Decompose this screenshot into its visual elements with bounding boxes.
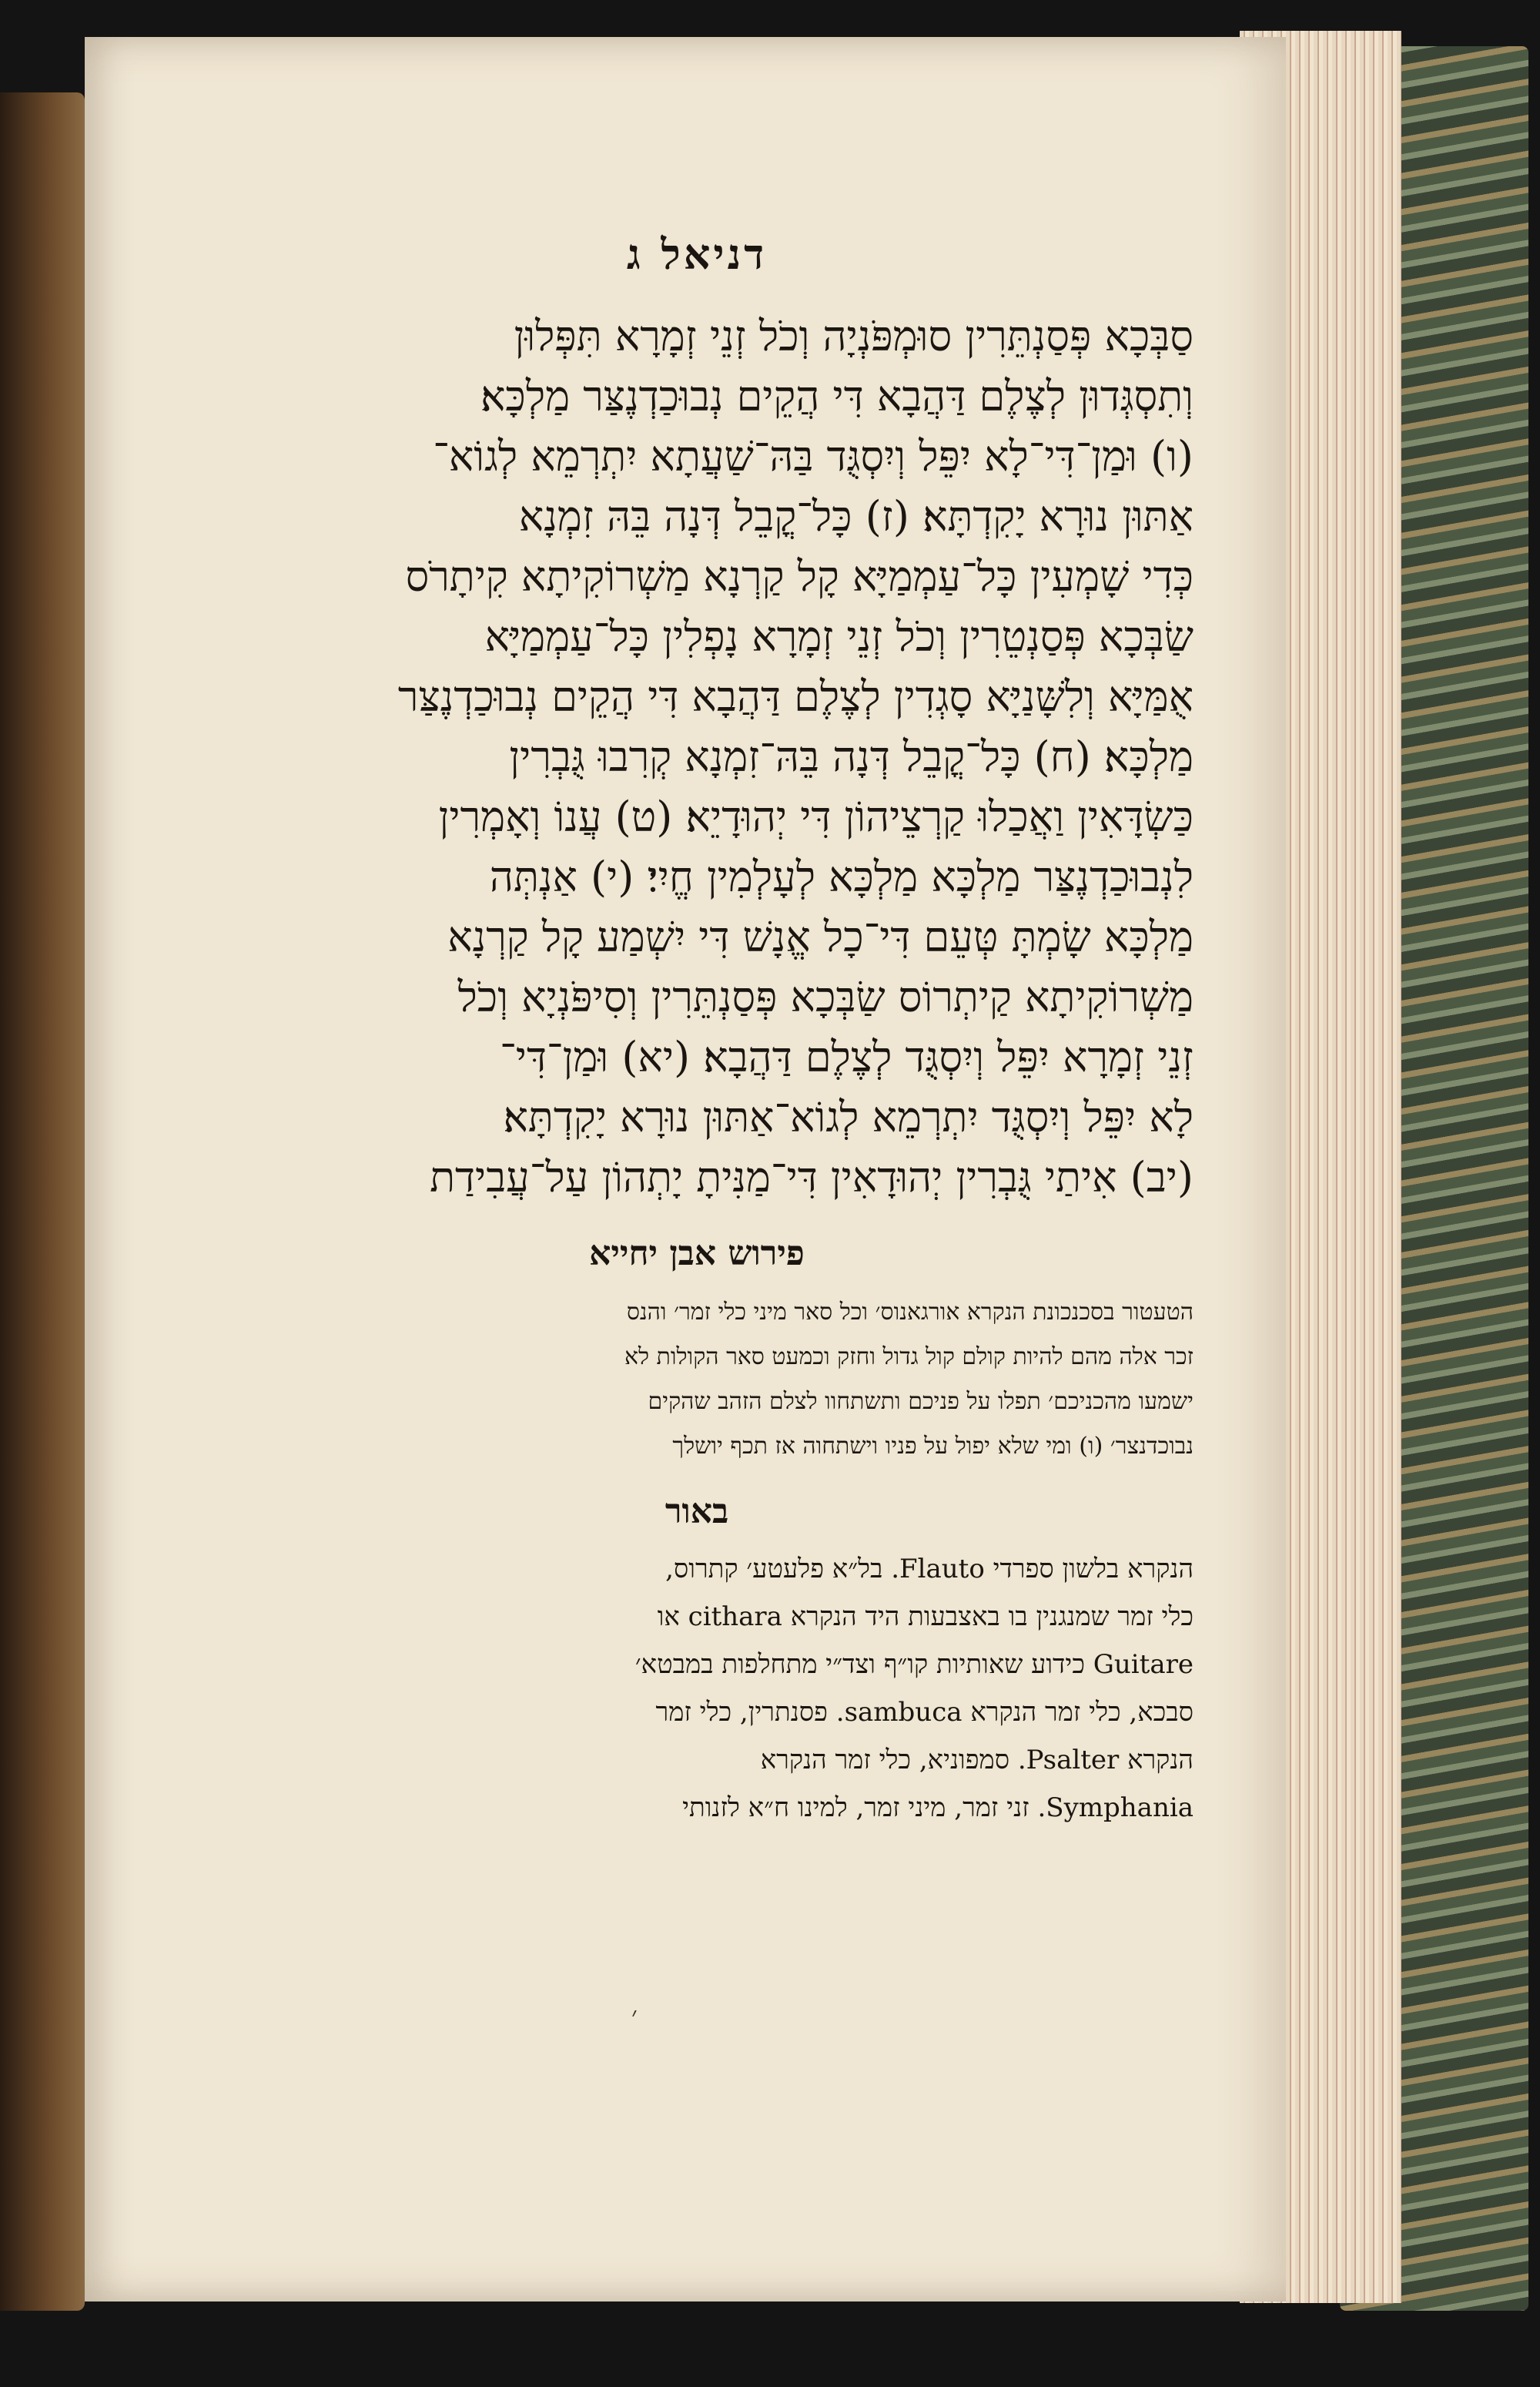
- main-line: מַלְכָּא׃ (ח) כָּל־קֳבֵל דְּנָה בֵּהּ־זִמְנָא קְרִבוּ גֻּבְרִין: [509, 733, 1194, 781]
- biur-line: הנקרא בלשון ספרדי Flauto. בל״א פלעטע׳ קתרוס,: [665, 1554, 1194, 1584]
- main-line: וְתִסְגְּדוּן לְצֶלֶם דַּהֲבָא דִּי הֲקֵים נְבוּכַדְנֶצַּר מַלְכָּא׃: [480, 372, 1194, 421]
- main-line: לָא יִפֵּל וְיִסְגֻּד יִתְרְמֵא לְגוֹא־אַתּוּן נוּרָא יָקִדְתָּא׃: [503, 1093, 1194, 1142]
- main-line: אַתּוּן נוּרָא יָקִדְתָּא׃ (ז) כָּל־קֳבֵל דְּנָה בֵּהּ זִמְנָא: [518, 492, 1194, 541]
- main-line: כַּשְׂדָּאִין וַאֲכַלוּ קַרְצֵיהוֹן דִּי יְהוּדָיֵא׃ (ט) עֲנוֹ וְאָמְרִין: [438, 793, 1194, 841]
- left-book-cover: [0, 92, 85, 2311]
- commentary-line: נבוכדנצר׳ (ו) ומי שלא יפול על פניו וישתחוה אז תכף יושלך: [672, 1433, 1194, 1460]
- biur-line: סבכא, כלי זמר הנקרא sambuca. פסנתרין, כלי זמר: [655, 1697, 1194, 1728]
- commentary-title: פירוש אבן יחייא: [589, 1234, 805, 1273]
- page-mark: ׳: [631, 2001, 638, 2032]
- biur-line: Symphania. זני זמר, מיני זמר, למינו ח״א לזנותי: [682, 1792, 1194, 1823]
- main-line: מַשְׁרוֹקִיתָא קַיתְרוֹס שַׂבְּכָא פְּסַנְתֵּרִין וְסִיפֹּנְיָא וְכֹל: [457, 973, 1194, 1021]
- commentary-line: זכר אלה מהם להיות קולם קול גדול וחזק וכמעט סאר הקולות לא: [624, 1343, 1194, 1370]
- main-text-block: [200, 307, 1194, 1208]
- running-head: דניאל ג: [626, 230, 768, 279]
- main-line: זְנֵי זְמָרָא יִפֵּל וְיִסְגֻּד לְצֶלֶם דַּהֲבָא׃ (יא) וּמַן־דִּי־: [500, 1033, 1194, 1081]
- main-line: סַבְּכָא פְּסַנְתֵּרִין סוּמְפֹּנְיָה וְכֹל זְנֵי זְמָרָא תִּפְּלוּן: [514, 312, 1194, 360]
- main-line: שַׂבְּכָא פְּסַנְטֵרִין וְכֹל זְנֵי זְמָרָא נָפְלִין כָּל־עַמְמַיָּא: [484, 612, 1194, 661]
- biur-line: הנקרא Psalter. סמפוניא, כלי זמר הנקרא: [760, 1745, 1194, 1775]
- biur-line: Guitare כידוע שאותיות קו״ף וצד״י מתחלפות במבטא׳: [634, 1649, 1194, 1680]
- commentary-line: הטעטור בסכנכונת הנקרא אורגאנוס׳ וכל סאר מיני כלי זמר׳ והנס: [626, 1299, 1194, 1326]
- commentary-text: [200, 1290, 1194, 1469]
- biur-title: באור: [665, 1492, 729, 1531]
- main-line: (יב) אִיתַי גֻּבְרִין יְהוּדָאִין דִּי־מַנִּיתָ יָתְהוֹן עַל־עֲבִידַת: [430, 1153, 1194, 1202]
- main-line: אֻמַּיָּא וְלִשָּׁנַיָּא סָגְדִין לְצֶלֶם דַּהֲבָא דִּי הֲקֵים נְבוּכַדְנֶצַּר: [397, 672, 1194, 721]
- main-line: כְּדִי שָׁמְעִין כָּל־עַמְמַיָּא קָל קַרְנָא מַשְׁרוֹקִיתָא קִיתָרֹס: [405, 552, 1194, 601]
- book-page: [85, 37, 1286, 2302]
- main-line: (ו) וּמַן־דִּי־לָא יִפֵּל וְיִסְגֻּד בַּהּ־שַׁעֲתָא יִתְרְמֵא לְגוֹא־: [433, 432, 1194, 481]
- biur-line: כלי זמר שמנגנין בו באצבעות היד הנקרא cithara או: [657, 1601, 1194, 1632]
- biur-text: [200, 1545, 1194, 1832]
- page-content: [200, 230, 1194, 2032]
- main-line: לִנְבוּכַדְנֶצַּר מַלְכָּא מַלְכָּא לְעָלְמִין חֱיִי׃ (י) אַנְתְּה: [489, 853, 1194, 901]
- main-line: מַלְכָּא שָׂמְתָּ טְּעֵם דִּי־כָל אֱנָשׁ דִּי יִשְׁמַע קָל קַרְנָא: [447, 913, 1194, 961]
- commentary-line: ישמעו מהכניכם׳ תפלו על פניכם ותשתחוו לצלם הזהב שהקים: [648, 1388, 1194, 1415]
